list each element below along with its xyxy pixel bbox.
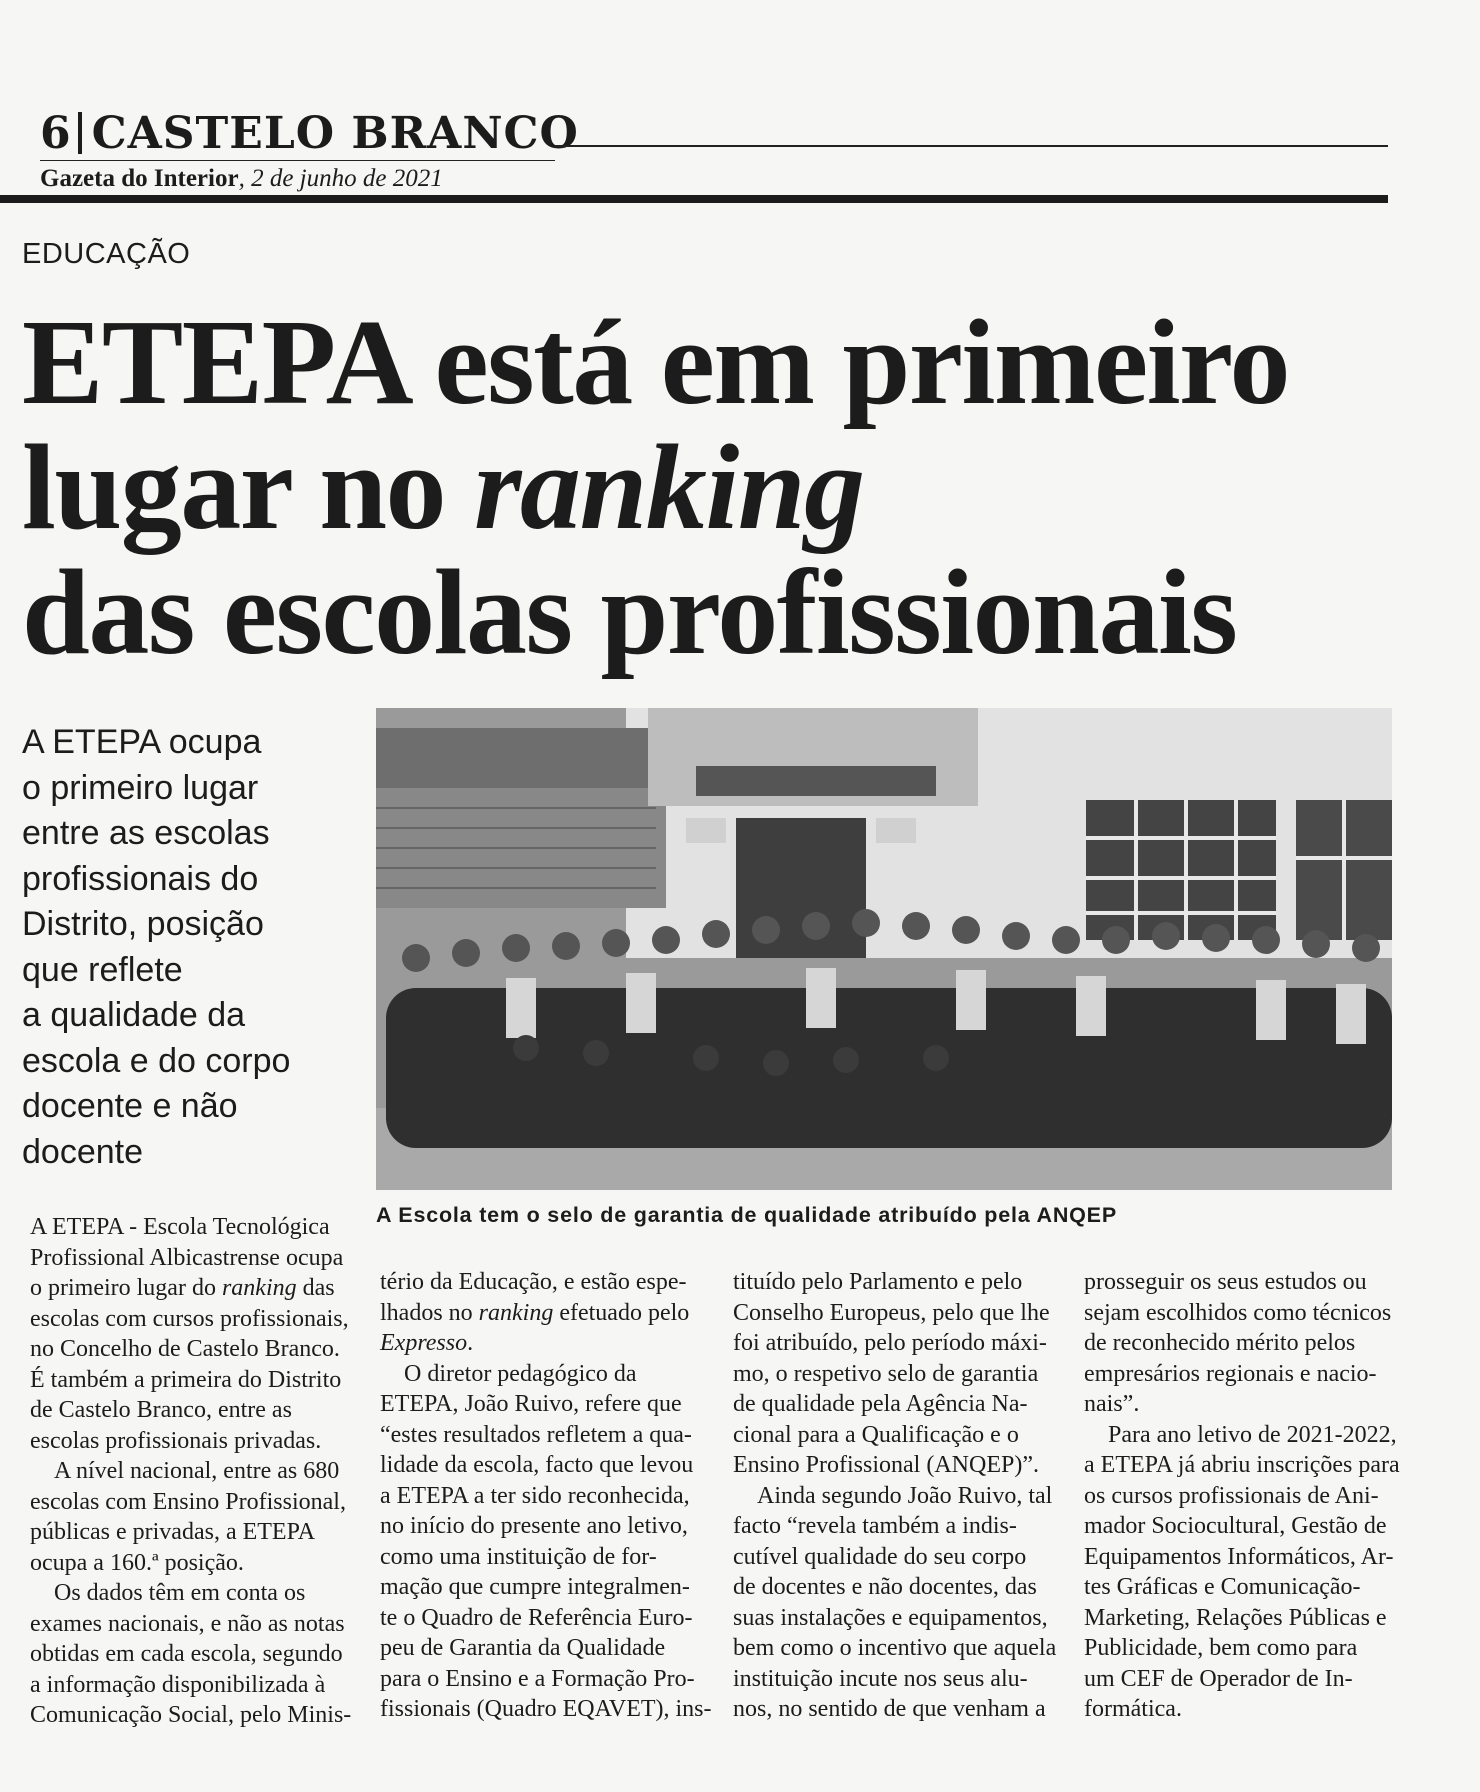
body-line: Conselho Europeus, pelo que lhe xyxy=(733,1299,1050,1326)
section-label: EDUCAÇÃO xyxy=(22,238,191,270)
body-line: escolas com cursos profissionais, xyxy=(30,1305,349,1332)
body-line: Os dados têm em conta os xyxy=(54,1580,306,1606)
body-line: para o Ensino e a Formação Pro- xyxy=(380,1665,695,1692)
body-column-2 xyxy=(380,1267,712,1725)
body-line: mação que cumpre integralmen- xyxy=(380,1574,690,1600)
body-line: Para ano letivo de 2021-2022, xyxy=(1108,1421,1397,1448)
group-photo-illustration xyxy=(376,708,1392,1190)
body-line: os cursos profissionais de Ani- xyxy=(1084,1482,1379,1509)
masthead-title xyxy=(40,108,579,160)
lead-line: o primeiro lugar xyxy=(22,768,259,807)
body-line: Publicidade, bem como para xyxy=(1084,1635,1358,1661)
body-column-1 xyxy=(30,1212,352,1731)
body-line: Marketing, Relações Públicas e xyxy=(1084,1604,1387,1631)
body-line: peu de Garantia da Qualidade xyxy=(380,1635,666,1661)
body-line: de docentes e não docentes, das xyxy=(733,1574,1037,1600)
body-column-4 xyxy=(1084,1267,1400,1725)
body-line: de Castelo Branco, entre as xyxy=(30,1397,292,1423)
body-line: prosseguir os seus estudos ou xyxy=(1084,1269,1367,1295)
group-photo xyxy=(376,708,1392,1190)
headline-line: ETEPA está em primeiro xyxy=(22,295,1290,430)
body-line: “estes resultados refletem a qua- xyxy=(380,1421,692,1448)
body-line: sejam escolhidos como técnicos xyxy=(1084,1299,1392,1326)
body-line: nos, no sentido de que venham a xyxy=(733,1696,1046,1722)
body-line: foi atribuído, pelo período máxi- xyxy=(733,1330,1047,1356)
body-line: Ensino Profissional (ANQEP)”. xyxy=(733,1452,1039,1478)
body-line: tério da Educação, e estão espe- xyxy=(380,1269,687,1295)
body-line: escolas profissionais privadas. xyxy=(30,1427,322,1454)
masthead-subline xyxy=(40,165,443,193)
lead-line: Distrito, posição xyxy=(22,905,264,943)
issue-date: , 2 de junho de 2021 xyxy=(238,165,443,192)
masthead-divider xyxy=(78,112,82,154)
lead-line: a qualidade da xyxy=(22,996,246,1034)
body-line: ocupa a 160.ª posição. xyxy=(30,1549,244,1576)
body-line: obtidas em cada escola, segundo xyxy=(30,1641,343,1667)
body-line: te o Quadro de Referência Euro- xyxy=(380,1604,693,1631)
body-line: nais”. xyxy=(1084,1391,1140,1417)
lead-line: entre as escolas xyxy=(22,814,270,852)
body-line: um CEF de Operador de In- xyxy=(1084,1665,1353,1692)
body-line: A ETEPA - Escola Tecnológica xyxy=(30,1214,330,1240)
body-line: Expresso. xyxy=(380,1330,474,1356)
body-line: ETEPA, João Ruivo, refere que xyxy=(380,1391,682,1417)
body-line: cional para a Qualificação e o xyxy=(733,1421,1019,1448)
photo-caption: A Escola tem o selo de garantia de qualidade atribuído pela ANQEP xyxy=(376,1203,1117,1227)
body-line: a ETEPA já abriu inscrições para xyxy=(1084,1452,1400,1478)
body-line: bem como o incentivo que aquela xyxy=(733,1635,1057,1661)
body-line: fissionais (Quadro EQAVET), ins- xyxy=(380,1696,712,1722)
body-line: Comunicação Social, pelo Minis- xyxy=(30,1702,352,1728)
body-line: de qualidade pela Agência Na- xyxy=(733,1391,1028,1417)
body-line: empresários regionais e nacio- xyxy=(1084,1360,1377,1387)
headline-line: lugar no ranking xyxy=(22,420,864,555)
lead-paragraph xyxy=(22,720,322,1175)
body-line: tituído pelo Parlamento e pelo xyxy=(733,1269,1023,1295)
lead-line: docente e não xyxy=(22,1087,238,1125)
body-line: exames nacionais, e não as notas xyxy=(30,1610,345,1637)
body-line: O diretor pedagógico da xyxy=(404,1360,637,1387)
body-column-3 xyxy=(733,1267,1057,1725)
body-line: cutível qualidade do seu corpo xyxy=(733,1543,1027,1570)
body-line: escolas com Ensino Profissional, xyxy=(30,1488,346,1515)
body-line: É também a primeira do Distrito xyxy=(30,1366,342,1393)
body-line: tes Gráficas e Comunicação- xyxy=(1084,1574,1361,1600)
body-line: instituição incute nos seus alu- xyxy=(733,1665,1028,1692)
headline-line: das escolas profissionais xyxy=(22,545,1237,680)
body-line: suas instalações e equipamentos, xyxy=(733,1604,1048,1631)
lead-line: docente xyxy=(22,1132,143,1171)
body-line: Ainda segundo João Ruivo, tal xyxy=(757,1482,1053,1509)
body-line: o primeiro lugar do ranking das xyxy=(30,1275,335,1301)
body-line: formática. xyxy=(1084,1696,1182,1722)
body-line: A nível nacional, entre as 680 xyxy=(54,1458,340,1484)
body-line: no Concelho de Castelo Branco. xyxy=(30,1336,340,1362)
body-line: a ETEPA a ter sido reconhecida, xyxy=(380,1482,690,1509)
body-line: mo, o respetivo selo de garantia xyxy=(733,1360,1039,1387)
headline-italic: ranking xyxy=(474,420,864,555)
body-line: lidade da escola, facto que levou xyxy=(380,1452,694,1478)
lead-line: escola e do corpo xyxy=(22,1041,291,1080)
body-line: públicas e privadas, a ETEPA xyxy=(30,1519,316,1545)
page-number: 6 xyxy=(40,108,72,159)
body-line: lhados no ranking efetuado pelo xyxy=(380,1299,690,1326)
body-line: Profissional Albicastrense ocupa xyxy=(30,1244,344,1271)
body-line: a informação disponibilizada à xyxy=(30,1671,326,1698)
masthead-rule-under xyxy=(40,160,555,161)
body-line: como uma instituição de for- xyxy=(380,1543,657,1570)
lead-line: que reflete xyxy=(22,950,183,989)
masthead-rule-thin xyxy=(555,145,1388,147)
lead-line: profissionais do xyxy=(22,859,259,898)
body-line: de reconhecido mérito pelos xyxy=(1084,1330,1356,1356)
body-line: Equipamentos Informáticos, Ar- xyxy=(1084,1543,1394,1570)
headline xyxy=(22,295,1402,680)
masthead-rule-thick xyxy=(0,195,1388,203)
body-line: mador Sociocultural, Gestão de xyxy=(1084,1513,1387,1539)
lead-line: A ETEPA ocupa xyxy=(22,723,262,761)
body-line: no início do presente ano letivo, xyxy=(380,1513,688,1539)
body-line: facto “revela também a indis- xyxy=(733,1513,1017,1539)
section-title: CASTELO BRANCO xyxy=(91,108,579,159)
paper-name: Gazeta do Interior xyxy=(40,165,239,192)
